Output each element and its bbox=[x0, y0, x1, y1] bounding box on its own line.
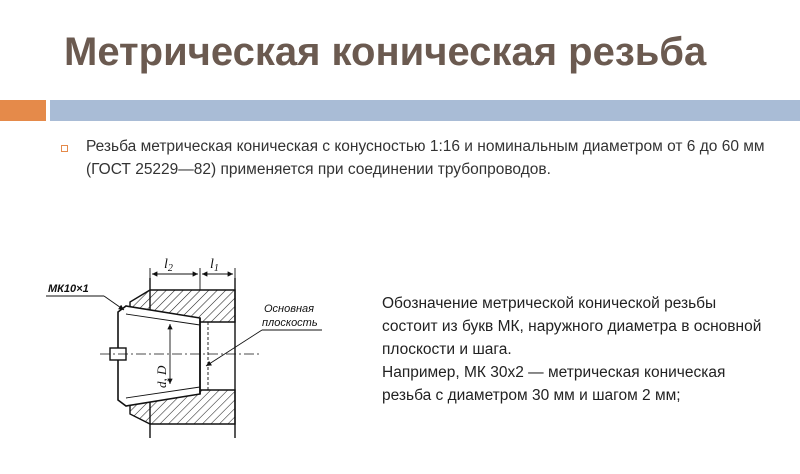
caption-line: резьба с диаметром 30 мм и шагом 2 мм; bbox=[382, 387, 681, 404]
slide-title: Метрическая коническая резьба bbox=[64, 30, 707, 74]
accent-bar-orange bbox=[0, 100, 46, 121]
basic-plane-label-line2: плоскость bbox=[262, 317, 318, 329]
caption-line: Например, МК 30х2 — метрическая коническая bbox=[382, 364, 726, 381]
diameter-label: d, D bbox=[154, 365, 169, 388]
caption-line: состоит из букв МК, наружного диаметра в основной bbox=[382, 318, 762, 335]
dim-l2-label: $l_2$ bbox=[164, 257, 173, 274]
accent-bar-blue bbox=[50, 100, 800, 121]
caption-line: Обозначение метрической конической резьбы bbox=[382, 295, 717, 312]
basic-plane-label-line1: Основная bbox=[264, 303, 315, 315]
thread-designation-label: МК10×1 bbox=[48, 283, 89, 295]
conical-plug bbox=[118, 306, 200, 406]
thread-drawing bbox=[30, 248, 330, 470]
bullet-square-icon bbox=[61, 145, 68, 152]
caption-line: плоскости и шага. bbox=[382, 341, 512, 358]
bullet-text: Резьба метрическая коническая с конусностью 1:16 и номинальным диаметром от 6 до 60 мм (ГОСТ 25229—82) применяется при соединении трубопроводов. bbox=[86, 138, 765, 178]
dim-l1-label: $l_1$ bbox=[210, 257, 219, 274]
caption-text bbox=[382, 292, 792, 407]
